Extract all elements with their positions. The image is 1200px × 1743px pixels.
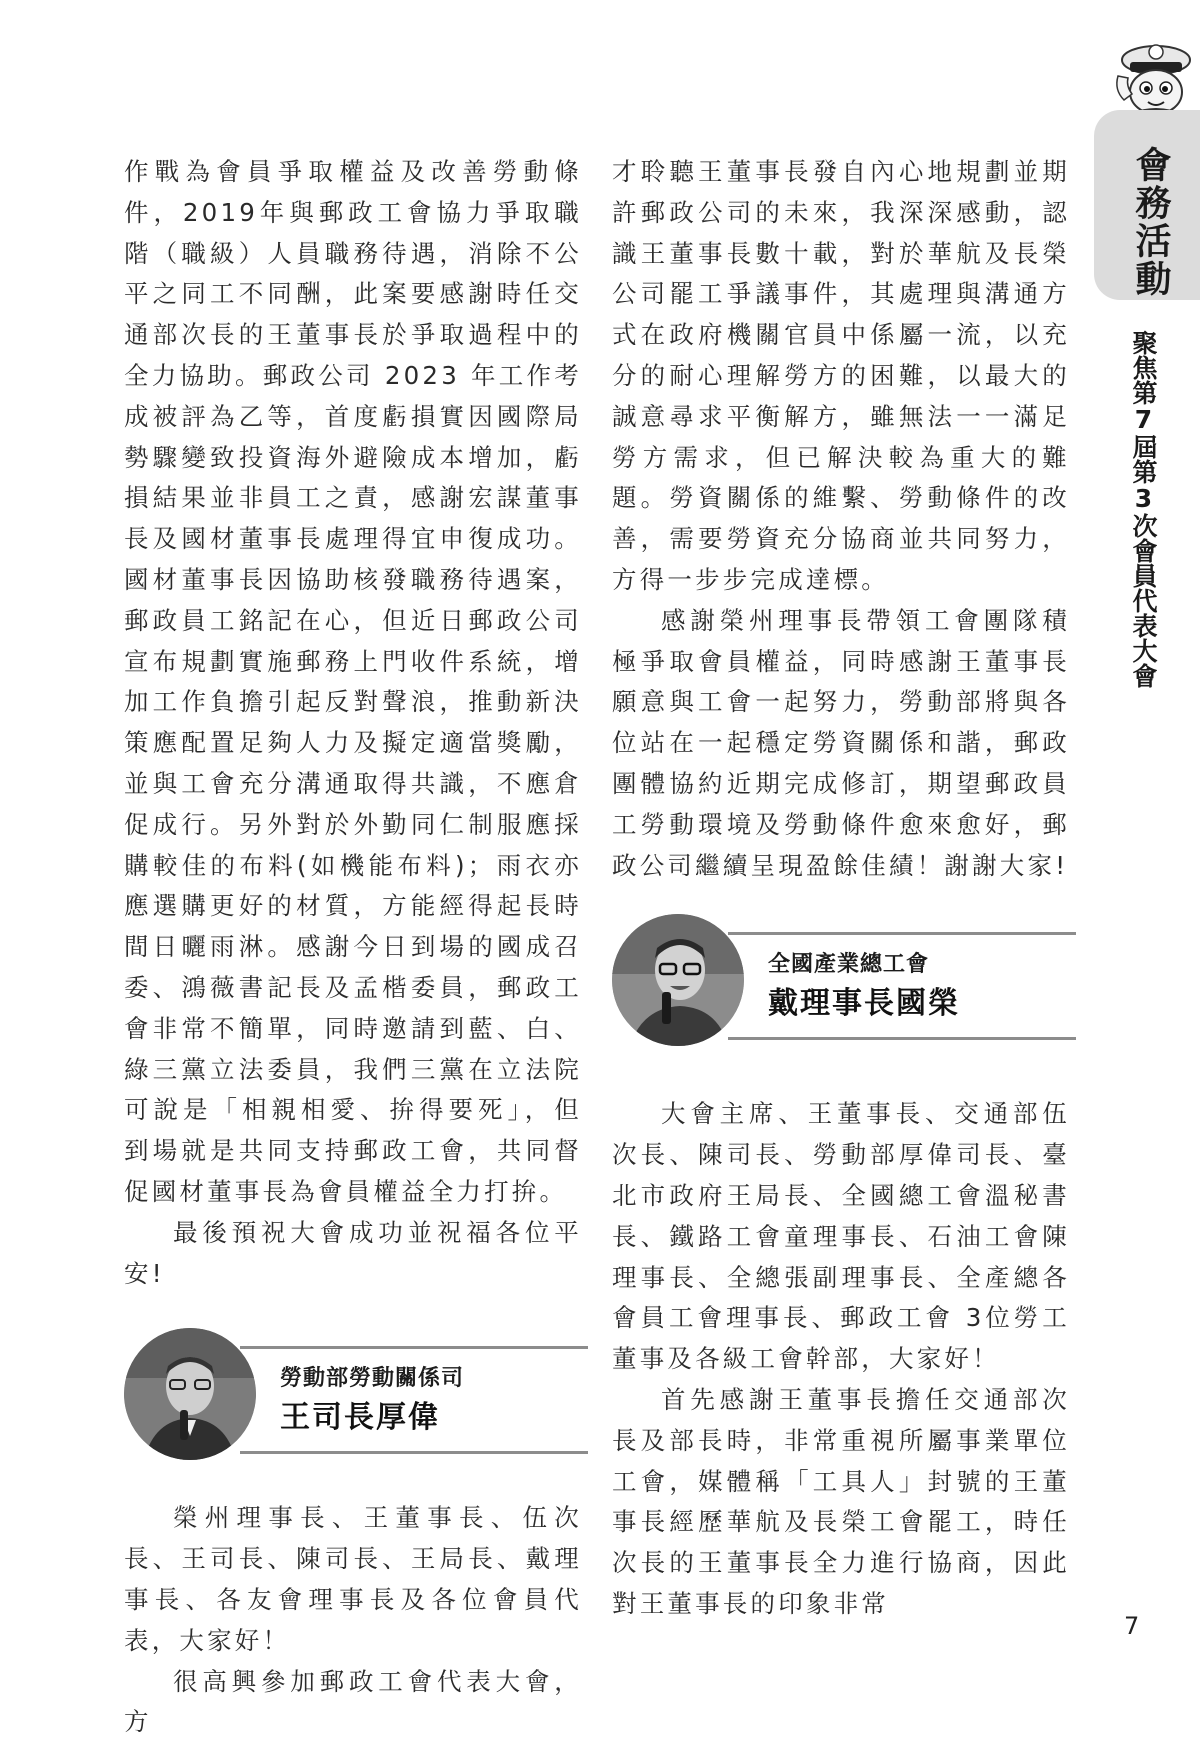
- paragraph: 榮州理事長、王董事長、伍次長、王司長、陳司長、王局長、戴理事長、各友會理事長及各位會員代表，大家好！: [124, 1498, 582, 1661]
- section-subtitle: 聚焦第7屆第3次會員代表大會: [1122, 330, 1158, 688]
- paragraph: 作戰為會員爭取權益及改善勞動條件，2019年與郵政工會協力爭取職階（職級）人員職務待遇，消除不公平之同工不同酬，此案要感謝時任交通部次長的王董事長於爭取過程中的全力協助。郵政公司 2023 年工作考成被評為乙等，首度虧損實因國際局勢驟變致投資海外避險成本增加，虧損結果並非員工之責，感謝宏謀董事長及國材董事長處理得宜申復成功。國材董事長因協助核發職務待遇案，郵政員工銘記在心，但近日郵政公司宣布規劃實施郵務上門收件系統，增加工作負擔引起反對聲浪，推動新決策應配置足夠人力及擬定適當獎勵，並與工會充分溝通取得共識，不應倉促成行。另外對於外勤同仁制服應採購較佳的布料(如機能布料)；雨衣亦應選購更好的材質，方能經得起長時間日曬雨淋。感謝今日到場的國成召委、鴻薇書記長及孟楷委員，郵政工會非常不簡單，同時邀請到藍、白、綠三黨立法委員，我們三黨在立法院可說是「相親相愛、拚得要死」，但到場就是共同支持郵政工會，共同督促國材董事長為會員權益全力打拚。: [124, 152, 582, 1213]
- speaker-organization: 勞動部勞動關係司: [280, 1364, 464, 1394]
- speaker-photo: [124, 1328, 256, 1460]
- paragraph: 感謝榮州理事長帶領工會團隊積極爭取會員權益，同時感謝王董事長願意與工會一起努力，勞動部將與各位站在一起穩定勞資關係和諧，郵政團體協約近期完成修訂，期望郵政員工勞動環境及勞動條件愈來愈好，郵政公司繼續呈現盈餘佳績！謝謝大家!: [612, 601, 1070, 887]
- speaker-name: 王司長厚偉: [280, 1398, 440, 1438]
- left-column: [124, 152, 582, 1743]
- divider: [240, 1346, 588, 1349]
- paragraph: 才聆聽王董事長發自內心地規劃並期許郵政公司的未來，我深深感動，認識王董事長數十載，對於華航及長榮公司罷工爭議事件，其處理與溝通方式在政府機關官員中係屬一流，以充分的耐心理解勞方的困難，以最大的誠意尋求平衡解方，雖無法一一滿足勞方需求，但已解決較為重大的難題。勞資關係的維繫、勞動條件的改善，需要勞資充分協商並共同努力，方得一步步完成達標。: [612, 152, 1070, 601]
- paragraph: 大會主席、王董事長、交通部伍次長、陳司長、勞動部厚偉司長、臺北市政府王局長、全國總工會溫秘書長、鐵路工會童理事長、石油工會陳理事長、全總張副理事長、全產總各會員工會理事長、郵政工會 3位勞工董事及各級工會幹部，大家好！: [612, 1094, 1070, 1380]
- speaker-name: 戴理事長國榮: [768, 984, 960, 1024]
- section-title: 會務活動: [1127, 146, 1171, 298]
- page-number: 7: [1124, 1612, 1139, 1640]
- divider: [240, 1451, 588, 1454]
- paragraph: 很高興參加郵政工會代表大會，方: [124, 1662, 582, 1743]
- divider: [728, 1037, 1076, 1040]
- divider: [728, 932, 1076, 935]
- right-column: [612, 152, 1070, 1625]
- speaker-organization: 全國產業總工會: [768, 950, 929, 980]
- speaker-header: [124, 1328, 582, 1470]
- speaker-photo: [612, 914, 744, 1046]
- speaker-header: [612, 914, 1070, 1056]
- paragraph: 首先感謝王董事長擔任交通部次長及部長時，非常重視所屬事業單位工會，媒體稱「工具人」封號的王董事長經歷華航及長榮工會罷工，時任次長的王董事長全力進行協商，因此對王董事長的印象非常: [612, 1380, 1070, 1625]
- paragraph: 最後預祝大會成功並祝福各位平安!: [124, 1213, 582, 1295]
